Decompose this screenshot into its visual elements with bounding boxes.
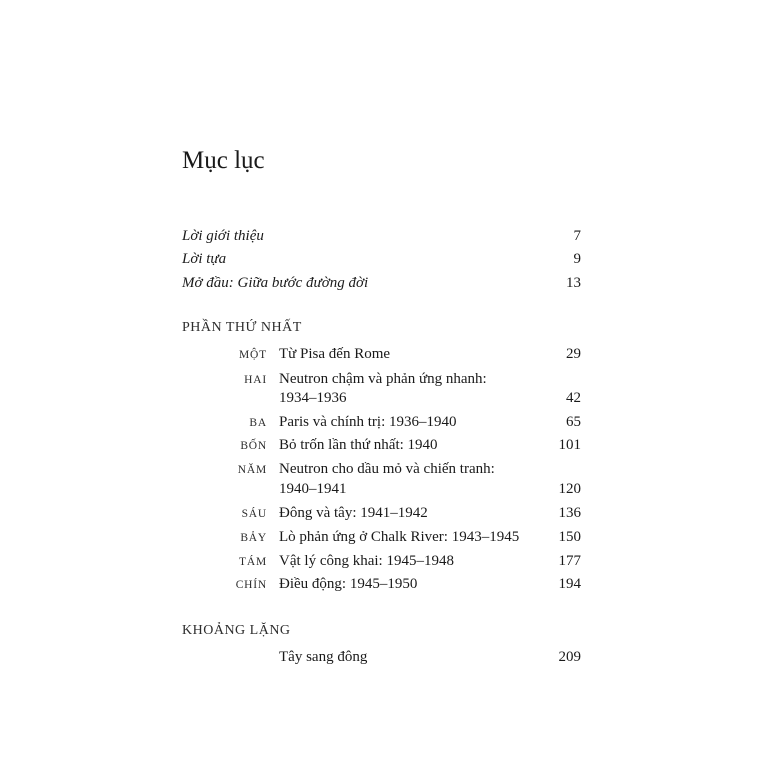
toc-chapter[interactable] xyxy=(182,458,581,502)
chapter-page: 136 xyxy=(558,505,581,521)
chapter-title: Neutron cho dầu mỏ và chiến tranh: xyxy=(279,461,495,477)
chapter-page: 29 xyxy=(566,346,581,362)
chapter-number: BỐN xyxy=(240,440,267,452)
chapter-number: HAI xyxy=(244,374,267,386)
chapter-title: Paris và chính trị: 1936–1940 xyxy=(279,414,457,430)
toc-entry-title: Lời tựa xyxy=(182,251,227,267)
toc-chapter[interactable] xyxy=(182,646,581,668)
chapter-number: CHÍN xyxy=(235,579,267,591)
chapter-number: TÁM xyxy=(239,556,267,568)
toc-entry-prologue[interactable] xyxy=(182,272,581,294)
chapter-page: 177 xyxy=(558,553,581,569)
chapter-number: BẢY xyxy=(240,532,267,544)
toc-entry-title: Lời giới thiệu xyxy=(182,228,264,244)
chapter-title: Neutron chậm và phản ứng nhanh: xyxy=(279,371,487,387)
chapter-title: Bỏ trốn lần thứ nhất: 1940 xyxy=(279,437,438,453)
toc-entry-preface[interactable] xyxy=(182,248,581,270)
toc-entry-page: 13 xyxy=(566,275,581,291)
part-heading: PHẦN THỨ NHẤT xyxy=(182,320,302,335)
chapter-title: Từ Pisa đến Rome xyxy=(279,346,391,362)
chapter-title-continued: 1934–1936 xyxy=(279,390,347,406)
chapter-title: Đông và tây: 1941–1942 xyxy=(279,505,428,521)
part-heading: KHOẢNG LẶNG xyxy=(182,623,291,638)
chapter-page: 65 xyxy=(566,414,581,430)
chapter-page: 101 xyxy=(558,437,581,453)
toc-chapter[interactable] xyxy=(182,343,581,365)
chapter-page: 42 xyxy=(566,390,581,406)
toc-chapter[interactable] xyxy=(182,368,581,412)
chapter-number: MỘT xyxy=(239,349,267,361)
chapter-page: 150 xyxy=(558,529,581,545)
toc-chapter[interactable] xyxy=(182,526,581,548)
toc-entry-page: 7 xyxy=(573,228,581,244)
chapter-title: Vật lý công khai: 1945–1948 xyxy=(279,553,454,569)
chapter-title-continued: 1940–1941 xyxy=(279,481,347,497)
toc-chapter[interactable] xyxy=(182,550,581,572)
toc-chapter[interactable] xyxy=(182,502,581,524)
page-title: Mục lục xyxy=(182,147,265,174)
toc-chapter[interactable] xyxy=(182,434,581,456)
toc-chapter[interactable] xyxy=(182,573,581,595)
chapter-title: Lò phản ứng ở Chalk River: 1943–1945 xyxy=(279,529,520,545)
chapter-page: 209 xyxy=(558,649,581,665)
chapter-number: BA xyxy=(249,417,267,429)
chapter-number: NĂM xyxy=(237,464,267,476)
chapter-number: SÁU xyxy=(241,508,267,520)
toc-chapter[interactable] xyxy=(182,411,581,433)
toc-entry-page: 9 xyxy=(573,251,581,267)
chapter-title: Điều động: 1945–1950 xyxy=(279,576,418,592)
chapter-page: 120 xyxy=(558,481,581,497)
toc-entry-introduction[interactable] xyxy=(182,225,581,247)
toc-entry-title: Mở đầu: Giữa bước đường đời xyxy=(182,275,369,291)
chapter-page: 194 xyxy=(558,576,581,592)
chapter-title: Tây sang đông xyxy=(279,649,368,665)
